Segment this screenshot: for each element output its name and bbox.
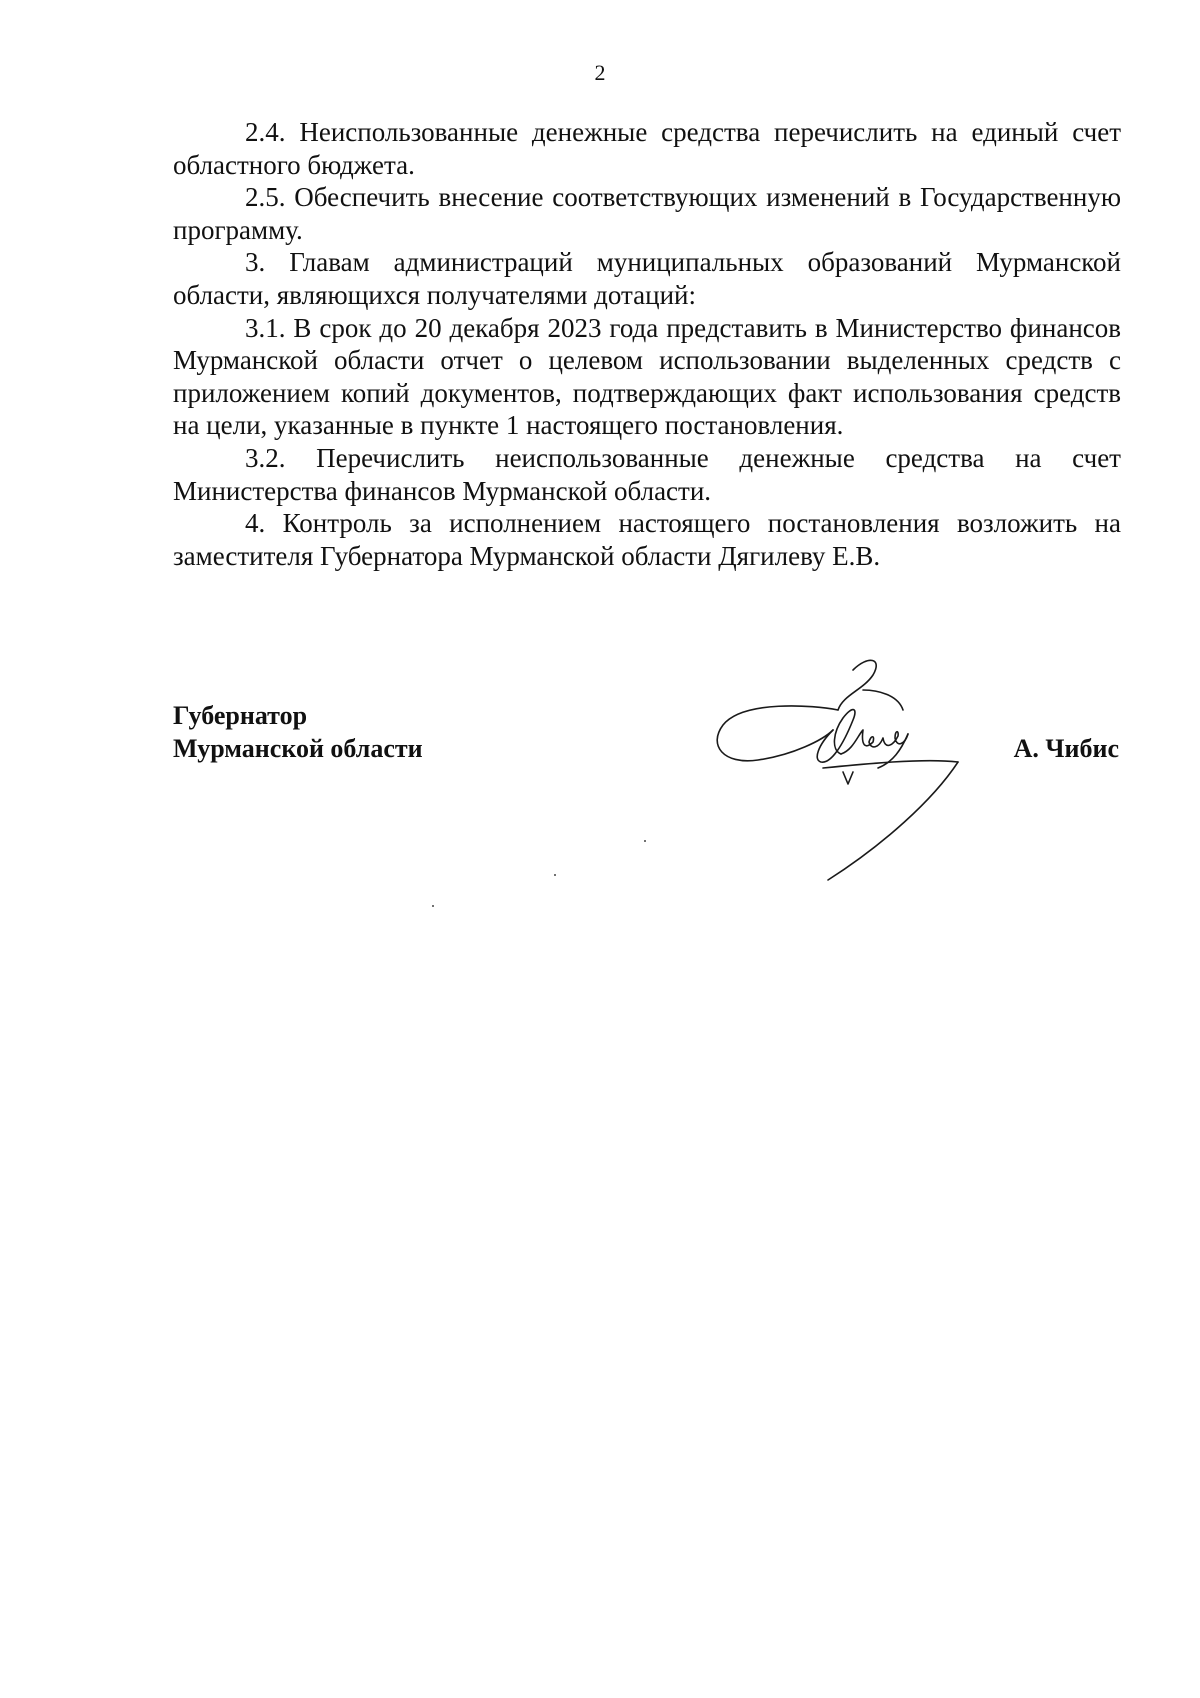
page-number: 2 [594,60,606,85]
paragraph-2-5: 2.5. Обеспечить внесение соответствующих изменений в Государственную программу. [173,182,1121,245]
handwritten-signature [703,650,983,890]
paragraph-2-4: 2.4. Неиспользованные денежные средства перечислить на единый счет областного бюджета. [173,117,1121,180]
signature-block [173,700,1121,920]
scan-speck [644,840,646,842]
paragraph-3-1: 3.1. В срок до 20 декабря 2023 года представить в Министерство финансов Мурманской области отчет о целевом использовании выделенных средств с приложением копий документов, подтверждающих факт использования средств на цели, указанные в пункте 1 настоящего постановления. [173,312,1121,441]
paragraph-4: 4. Контроль за исполнением настоящего постановления возложить на заместителя Губернатора Мурманской области Дягилеву Е.В. [173,508,1121,571]
paragraph-3: 3. Главам администраций муниципальных образований Мурманской области, являющихся получателями дотаций: [173,247,1121,310]
signatory-title-line-1: Губернатор [173,701,308,730]
signatory-name: А. Чибис [1013,733,1119,763]
scan-speck [554,874,556,876]
scan-speck [432,905,434,907]
signatory-title [173,700,423,765]
paragraph-3-2: 3.2. Перечислить неиспользованные денежные средства на счет Министерства финансов Мурманской области. [173,442,1121,506]
signatory-title-line-2: Мурманской области [173,733,423,763]
document-body [173,116,1121,572]
